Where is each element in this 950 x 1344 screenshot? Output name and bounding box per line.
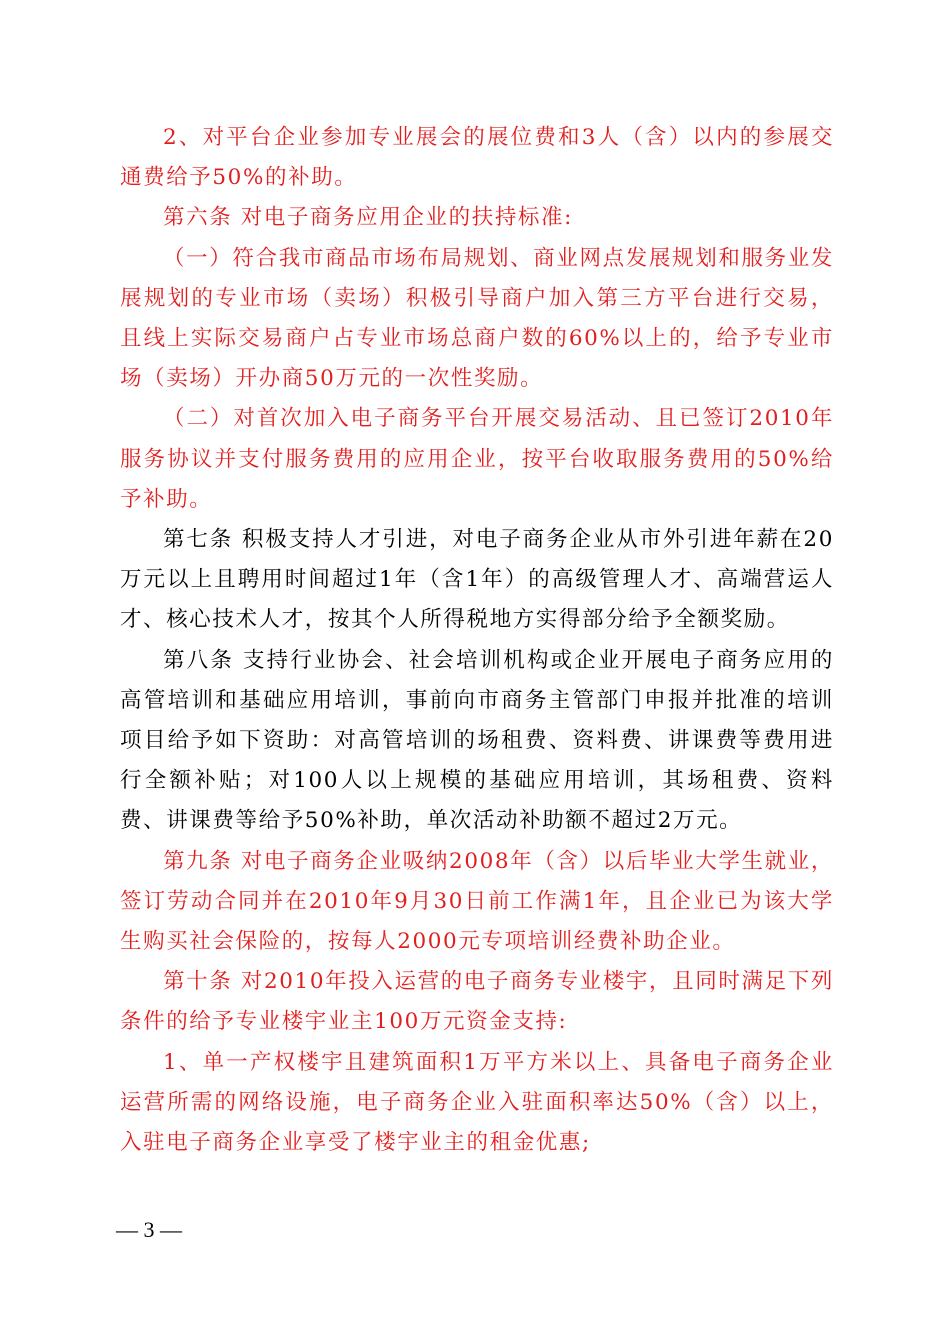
paragraph-text: （二）对首次加入电子商务平台开展交易活动、且已签订2010年服务协议并支付服务费用的应用企业，按平台收取服务费用的50%给予补助。	[120, 406, 834, 512]
paragraph-text: 支持行业协会、社会培训机构或企业开展电子商务应用的高管培训和基础应用培训，事前向市商务主管部门申报并批准的培训项目给予如下资助：对高管培训的场租费、资料费、讲课费等费用进行全额补贴；对100人以上规模的基础应用培训，其场租费、资料费、讲课费等给予50%补助，单次活动补助额不超过2万元。	[120, 647, 834, 834]
paragraph-text: 2、对平台企业参加专业展会的展位费和3人（含）以内的参展交通费给予50%的补助。	[120, 125, 834, 191]
paragraph-text: 第六条 对电子商务应用企业的扶持标准:	[163, 205, 573, 231]
paragraph	[120, 399, 834, 520]
paragraph-text: （一）符合我市商品市场布局规划、商业网点发展规划和服务业发展规划的专业市场（卖场）积极引导商户加入第三方平台进行交易，且线上实际交易商户占专业市场总商户数的60%以上的，给予专业市场（卖场）开办商50万元的一次性奖励。	[120, 245, 834, 392]
paragraph-text: 1、单一产权楼宇且建筑面积1万平方米以上、具备电子商务企业运营所需的网络设施，电子商务企业入驻面积率达50%（含）以上，入驻电子商务企业享受了楼宇业主的租金优惠;	[120, 1049, 834, 1156]
article-paragraph	[120, 962, 834, 1042]
paragraph-text: 积极支持人才引进，对电子商务企业从市外引进年薪在20万元以上且聘用时间超过1年（含1年）的高级管理人才、高端营运人才、核心技术人才，按其个人所得税地方实得部分给予全额奖励。	[120, 527, 834, 633]
article-paragraph	[120, 641, 834, 842]
paragraph	[120, 1043, 834, 1164]
document-body	[120, 118, 834, 1163]
page-number: — 3 —	[116, 1217, 182, 1242]
article-heading	[120, 198, 834, 238]
article-number: 第七条	[163, 527, 234, 553]
article-number: 第八条	[163, 647, 234, 673]
article-paragraph	[120, 520, 834, 641]
paragraph-text: 第十条 对2010年投入运营的电子商务专业楼宇，且同时满足下列条件的给予专业楼宇业主100万元资金支持:	[120, 969, 834, 1035]
paragraph	[120, 118, 834, 198]
paragraph	[120, 239, 834, 400]
paragraph-text: 第九条 对电子商务企业吸纳2008年（含）以后毕业大学生就业，签订劳动合同并在2010年9月30日前工作满1年，且企业已为该大学生购买社会保险的，按每人2000元专项培训经费补助企业。	[120, 848, 834, 955]
article-paragraph	[120, 842, 834, 963]
